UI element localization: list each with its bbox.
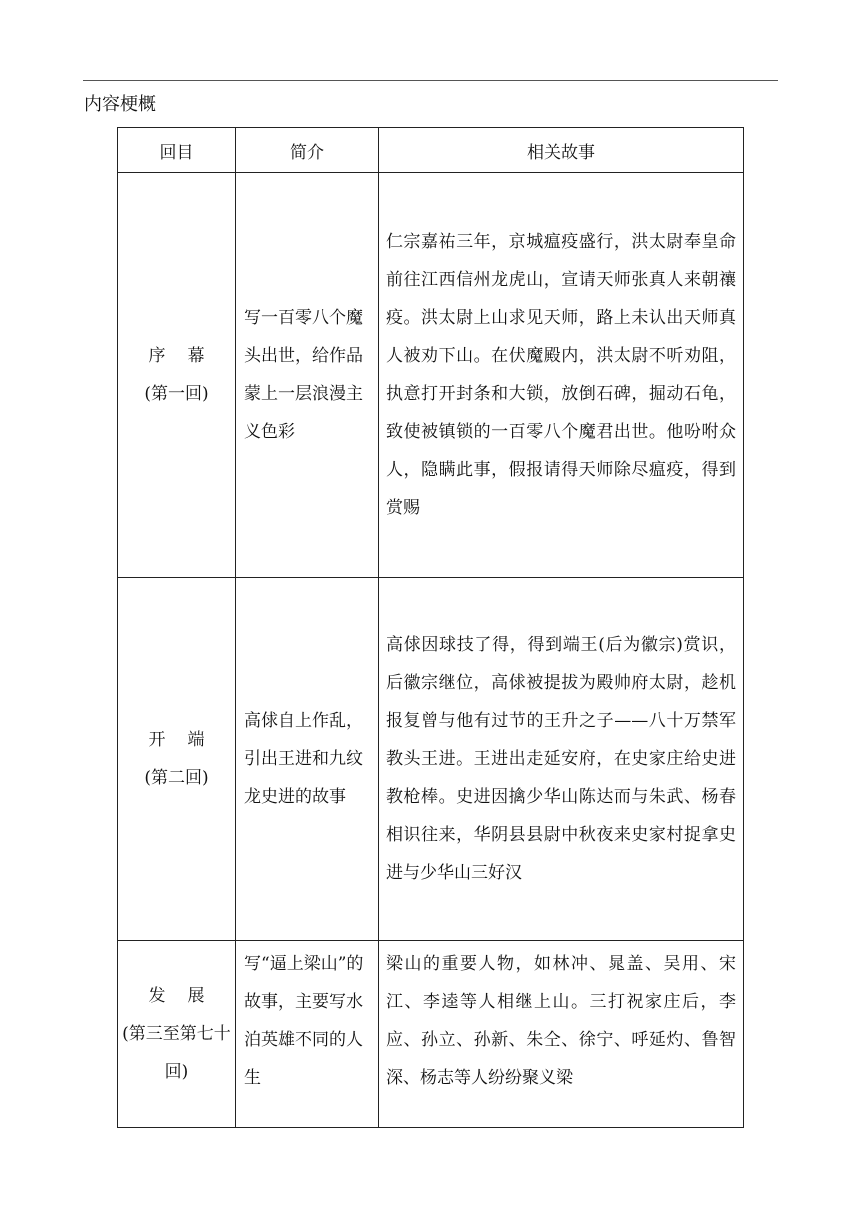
- table-row: [118, 173, 744, 578]
- stage-name: 开端: [148, 730, 227, 750]
- table-header-row: [118, 128, 744, 173]
- chapter-cell: [118, 941, 236, 1128]
- chapter-cell: [118, 578, 236, 941]
- summary-cell: 写“逼上梁山”的故事，主要写水泊英雄不同的人生: [236, 941, 379, 1128]
- stage-name: 序幕: [148, 346, 227, 366]
- table-row: [118, 578, 744, 941]
- header-story: 相关故事: [379, 128, 744, 173]
- summary-cell: 高俅自上作乱，引出王进和九纹龙史进的故事: [236, 578, 379, 941]
- stage-name: 发展: [148, 986, 227, 1006]
- chapter-range: (第二回): [144, 768, 209, 788]
- plot-outline-table: [117, 127, 744, 1128]
- header-summary: 简介: [236, 128, 379, 173]
- header-rule: [83, 80, 778, 81]
- header-chapter: 回目: [118, 128, 236, 173]
- chapter-range: (第一回): [144, 384, 209, 404]
- summary-cell: 写一百零八个魔头出世，给作品蒙上一层浪漫主义色彩: [236, 173, 379, 578]
- story-cell: 仁宗嘉祐三年，京城瘟疫盛行，洪太尉奉皇命前往江西信州龙虎山，宣请天师张真人来朝禳疫。洪太尉上山求见天师，路上未认出天师真人被劝下山。在伏魔殿内，洪太尉不听劝阻，执意打开封条和大锁，放倒石碑，掘动石龟，致使被镇锁的一百零八个魔君出世。他吩咐众人，隐瞒此事，假报请得天师除尽瘟疫，得到赏赐: [379, 173, 744, 578]
- section-title: 内容梗概: [84, 94, 156, 115]
- chapter-range: (第三至第七十回): [122, 1024, 231, 1082]
- table-row: [118, 941, 744, 1128]
- chapter-cell: [118, 173, 236, 578]
- story-cell: 高俅因球技了得，得到端王(后为徽宗)赏识，后徽宗继位，高俅被提拔为殿帅府太尉，趁机报复曾与他有过节的王升之子——八十万禁军教头王进。王进出走延安府，在史家庄给史进教枪棒。史进因擒少华山陈达而与朱武、杨春相识往来，华阴县县尉中秋夜来史家村捉拿史进与少华山三好汉: [379, 578, 744, 941]
- story-cell: 梁山的重要人物，如林冲、晁盖、吴用、宋江、李逵等人相继上山。三打祝家庄后，李应、孙立、孙新、朱仝、徐宁、呼延灼、鲁智深、杨志等人纷纷聚义梁: [379, 941, 744, 1128]
